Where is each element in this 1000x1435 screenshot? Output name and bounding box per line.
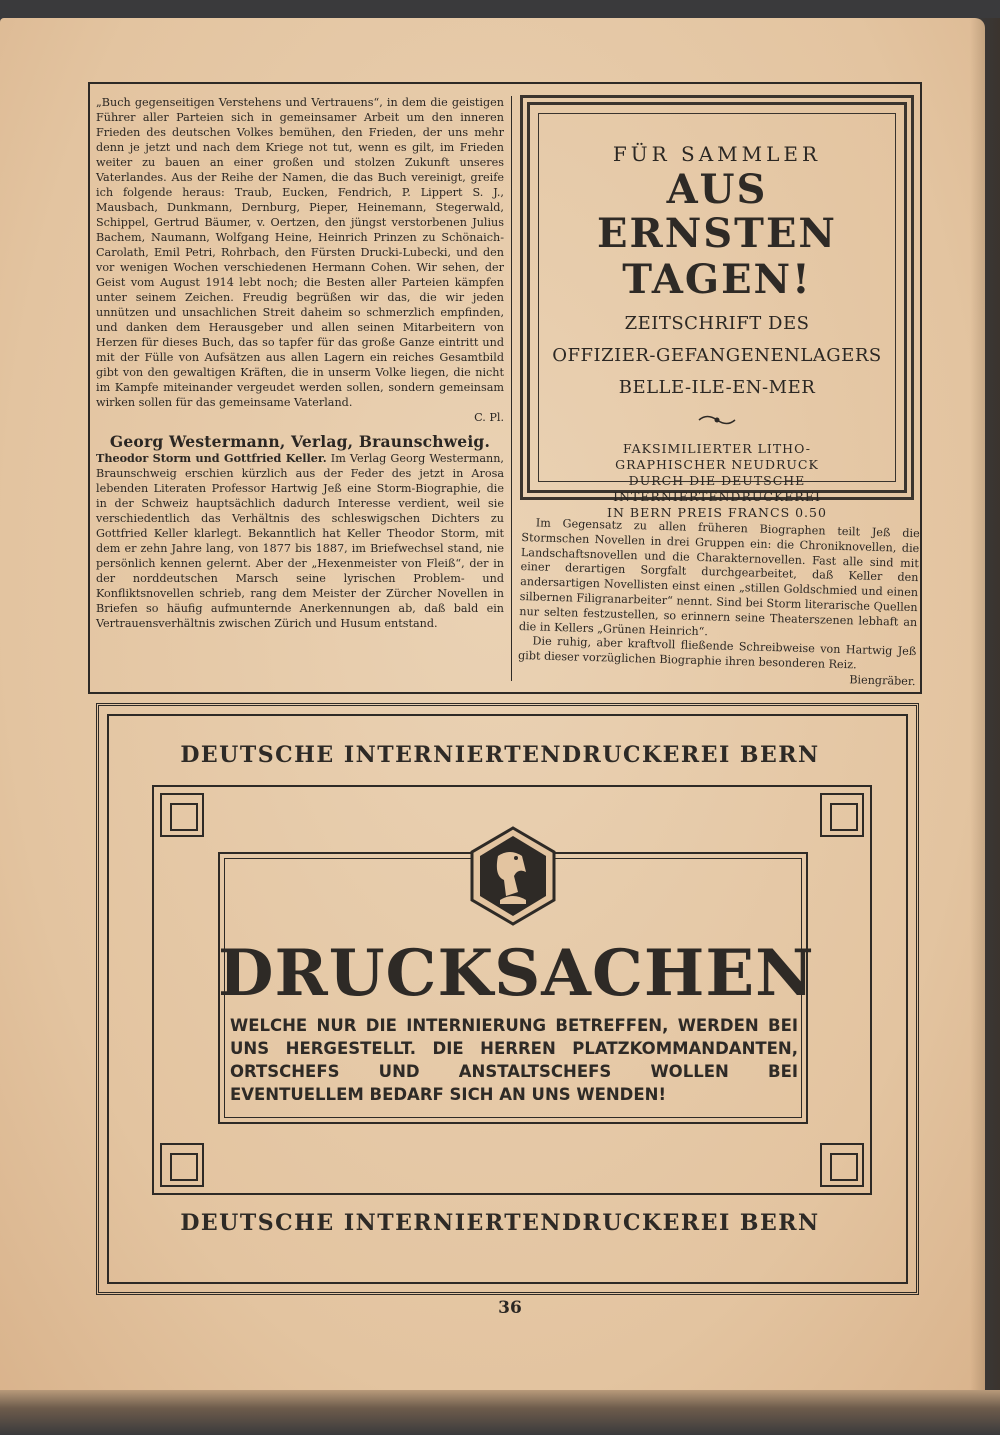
advert-desc-4: INTERNIERTENDRUCKEREI [613,489,821,504]
storm-keller-paragraph [96,451,504,631]
advert-subtitle-2: OFFIZIER-GEFANGENENLAGERS [552,345,882,366]
advert-desc-3: DURCH DIE DEUTSCHE [628,473,806,488]
book-bottom-edge [0,1390,1000,1435]
drucksachen-title: DRUCKSACHEN [218,936,815,1011]
page-number: 36 [498,1298,522,1318]
banner-header-bottom: DEUTSCHE INTERNIERTENDRUCKEREI BERN [180,1210,820,1236]
book-spine-shadow [970,18,1000,1408]
article-body: Im Verlag Georg Westermann, Braunschweig erschien kürzlich aus der Feder des jetzt in Arosa lebenden Literaten Professor Hartwig Jeß eine Storm-Biographie, die in der Schweiz hauptsächlich dadurch Interesse verdient, weil sie verschiedentlich das Verhältnis des schleswigschen Dichters zu Gottfried Keller klarlegt. Bekanntlich hat Keller Theodor Storm, mit dem er zehn Jahre lang, von 1877 bis 1887, im Briefwechsel stand, nie persönlich kennen gelernt. Aber der „Hexenmeister von Fleiß“, der in der norddeutschen Marsch seine lyrischen Problem- und Konfliktsnovellen schrieb, rang dem Meister der Zürcher Novellen in Briefen so häufig aufmunternde Anerkennungen ab, daß bald ein Vertrauensverhältnis zwischen Zürich und Husum entstand. [96,452,504,630]
collector-advert [520,95,914,520]
advert-kicker: FÜR SAMMLER [612,142,822,166]
drucksachen-body: WELCHE NUR DIE INTERNIERUNG BETREFFEN, WERDEN BEI UNS HERGESTELLT. DIE HERREN PLATZKOMMANDANTEN, ORTSCHEFS UND ANSTALTSCHEFS WOLLEN BEI EVENTUELLEM BEDARF SICH AN UNS WENDEN! [230,1016,798,1104]
advert-desc-5: IN BERN PREIS FRANCS 0.50 [607,505,827,520]
advert-subtitle-3: BELLE-ILE-EN-MER [618,377,816,398]
corner-ornament-icon [160,793,204,837]
style-paragraph: Die ruhig, aber kraftvoll fließende Schreibweise von Hartwig Jeß gibt dieser vorzüglichen Biographie ihren besonderen Reiz. [517,634,917,672]
corner-ornament-icon [160,1143,204,1187]
corner-ornament-icon [820,793,864,837]
article-lead: Theodor Storm und Gottfried Keller. [96,451,327,465]
ornament-icon [539,412,895,431]
biography-signature: Biengräber. [849,673,916,689]
advert-subtitle-1: ZEITSCHRIFT DES [624,313,810,334]
review-paragraph: „Buch gegenseitigen Verstehens und Vertrauens“, in dem die geistigen Führer aller Parteien sich in gemeinsamer Arbeit um den inneren Frieden des deutschen Volkes bemühen, den Frieden, der uns mehr denn je jetzt und nach dem Kriege not tut, wenn es gilt, im Frieden weiter zu bauen an einer großen und stolzen Zukunft unseres Vaterlandes. Aus der Reihe der Namen, die das Buch vereinigt, greife ich folgende heraus: Traub, Eucken, Fendrich, P. Lippert S. J., Mausbach, Dunkmann, Dernburg, Pieper, Heinemann, Stegerwald, Schippel, Gertrud Bäumer, v. Oertzen, den jüngst verstorbenen Julius Bachem, Naumann, Wolfgang Heine, Heinrich Prinzen zu Schönaich-Carolath, Emil Petri, Rohrbach, den Fürsten Drucki-Lubecki, und den vor wenigen Wochen verschiedenen Hermann Cohen. Wir sehen, der Geist vom August 1914 lebt noch; die Besten aller Parteien kämpfen unter seinem Zeichen. Freudig begrüßen wir das, die wir jeden unnützen und unsachlichen Streit daheim so schmerzlich empfinden, und danken dem Herausgeber und allen seinen Mitarbeitern von Herzen für dieses Buch, das so tapfer für das große Ganze eintritt und mit der Fülle von Aufsätzen aus allen Lagern ein reiches Gesamtbild gibt von den gewaltigen Kräften, die in unserm Volke liegen, die nicht im Kampfe miteinander vergeudet werden sollen, sondern gemeinsam wirken sollen für das gemeinsame Vaterland. [96,96,504,409]
advert-desc-2: GRAPHISCHER NEUDRUCK [615,457,819,472]
review-signature: C. Pl. [474,411,504,424]
eagle-emblem-icon [470,826,556,926]
advert-inner-frame [538,113,896,520]
advert-title-line-2: TAGEN! [622,256,812,303]
publisher-heading: Georg Westermann, Verlag, Braunschweig. [109,432,491,451]
column-divider [511,96,512,681]
biography-paragraph: Im Gegensatz zu allen früheren Biographen teilt Jeß die Stormschen Novellen in drei Gruppen ein: die Chroniknovellen, die Landschaftsnovellen und die Charakternovellen. Fast alle sind mit einer derartigen Sorgfalt durchgearbeitet, daß Keller den andersartigen Novellisten einst einen „stillen Goldschmied und einen silbernen Filigranarbeiter“ nennt. Sind bei Storm literarische Quellen nur selten festzustellen, so erinnern seine Theaterszenen lebhaft an die in Kellers „Grünen Heinrich“. [518,516,920,638]
advert-desc-1: FAKSIMILIERTER LITHO- [623,441,811,456]
advert-title-line-1: AUS ERNSTEN [597,166,837,257]
left-column [96,95,504,631]
banner-header-top: DEUTSCHE INTERNIERTENDRUCKEREI BERN [180,742,820,768]
corner-ornament-icon [820,1143,864,1187]
right-column-text [517,516,919,690]
